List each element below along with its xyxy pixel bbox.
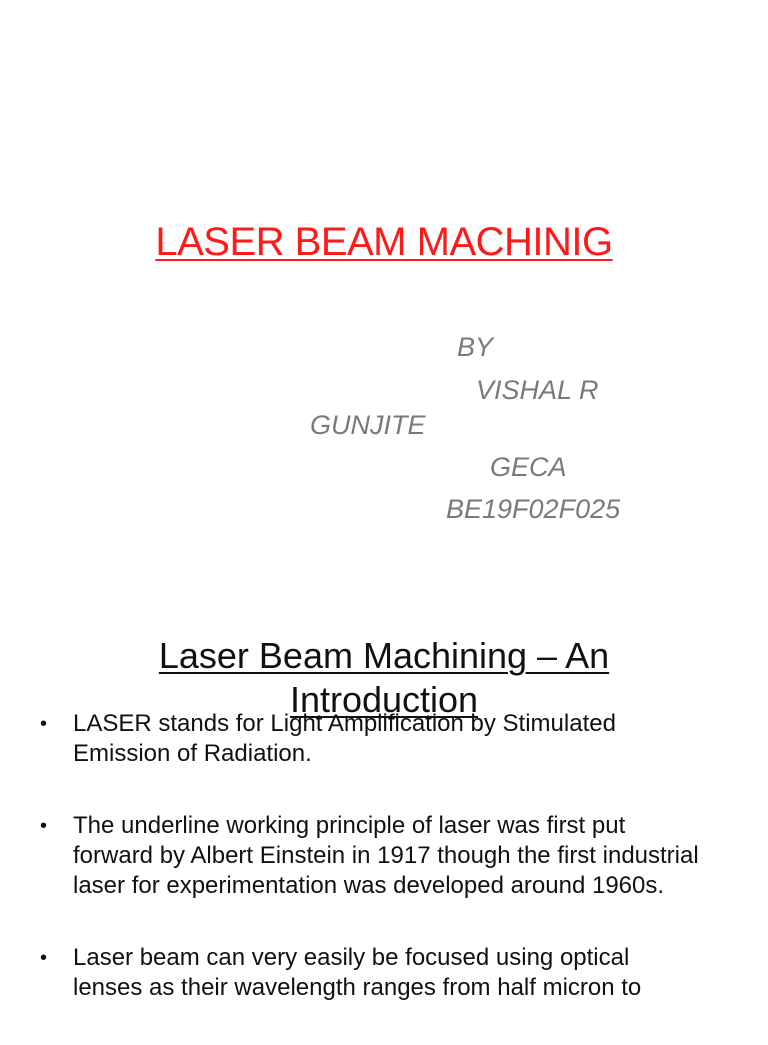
bullet-item [40, 943, 700, 1003]
bullet-icon: • [40, 947, 48, 969]
section-heading-line1: Laser Beam Machining – An [158, 635, 610, 676]
slide-title: LASER BEAM MACHINIG [155, 220, 613, 264]
bullet-text: Laser beam can very easily be focused using optical lenses as their wavelength ranges from half micron to [73, 944, 642, 1001]
byline-by: BY [457, 332, 494, 362]
bullet-item [40, 709, 700, 769]
bullet-text: The underline working principle of laser was first put forward by Albert Einstein in 1917 though the first industrial laser for experimentation was developed around 1960s. [73, 812, 699, 899]
section-heading-line2: Introduction [289, 679, 479, 720]
college-name: GECA [490, 452, 567, 482]
author-name-last: GUNJITE [310, 410, 426, 440]
bullet-icon: • [40, 815, 48, 837]
bullet-list [40, 709, 700, 1045]
bullet-item [40, 811, 700, 901]
bullet-icon: • [40, 713, 48, 735]
author-name-first: VISHAL R [476, 375, 599, 405]
bullet-text: LASER stands for Light Amplification by Stimulated Emission of Radiation. [73, 710, 616, 767]
roll-number: BE19F02F025 [446, 494, 621, 524]
